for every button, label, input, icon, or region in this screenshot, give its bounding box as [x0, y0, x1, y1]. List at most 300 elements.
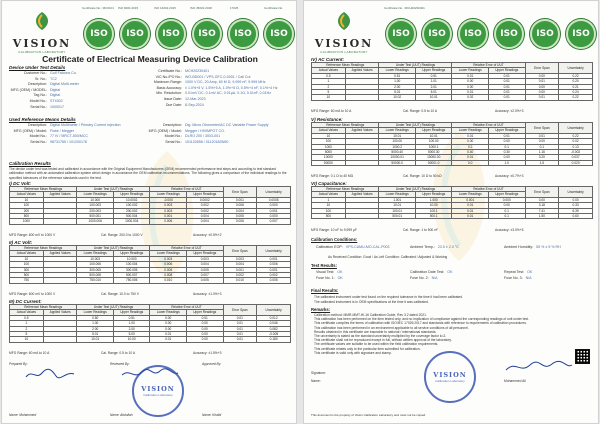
- table-cell: 0.01: [150, 337, 187, 342]
- vision-logo: [311, 11, 377, 53]
- test-result-item: [316, 276, 343, 282]
- table-cell: 10.01: [77, 337, 114, 342]
- table-cell: 500: [10, 273, 44, 278]
- table-cell: 0.002: [186, 208, 223, 213]
- table-cell: 10.000: [77, 197, 114, 202]
- table-cell: 5: [10, 332, 44, 337]
- table-cell: 0.01: [488, 90, 525, 95]
- range-text: Accuracy: ±1.0%+3: [193, 292, 222, 296]
- table-cell: 5.01: [415, 90, 452, 95]
- table-cell: 0.006: [150, 219, 187, 224]
- column-group-header: Reference Mean Readings: [312, 123, 379, 128]
- table-cell: 0.22: [559, 133, 593, 138]
- table-cell: 0.51: [113, 315, 150, 320]
- iso-seal-icon: ISO: [228, 19, 258, 49]
- test-result-item: [410, 276, 438, 282]
- condition-note: As Received Condition: Good / As Left Condition: Calibrated / Adjusted & Working: [328, 255, 448, 259]
- cert-caption: 17025: [230, 6, 239, 10]
- table-cell: 10: [10, 197, 44, 202]
- table-cell: 0.00: [525, 139, 559, 144]
- detail-key: Description:: [28, 82, 47, 87]
- ac-current-range-row: [311, 109, 585, 113]
- table-cell: 10.00: [415, 203, 452, 208]
- table-cell: 1000.1: [415, 144, 452, 149]
- column-header: Applied Values: [43, 192, 77, 197]
- table-cell: 100.1: [415, 208, 452, 213]
- detail-key: Basic Accuracy:: [156, 85, 182, 90]
- column-group-header: Reference Mean Readings: [10, 187, 77, 192]
- table-cell: 0.001: [452, 197, 489, 202]
- cert-caption: ISO 9001:2015: [118, 6, 139, 10]
- table-cell: 100: [10, 203, 44, 208]
- table-cell: 0.01: [452, 133, 489, 138]
- vision-leaf-logo-icon: [27, 11, 57, 31]
- column-header: Actual Values: [10, 251, 44, 256]
- detail-value: MCH20230401: [185, 69, 210, 73]
- range-text: MFG Range: 0.1 Ω to 40 MΩ: [311, 174, 354, 178]
- capacitance-heading: VI) Capacitance:: [311, 181, 347, 186]
- resistance-heading: V) Resistance:: [311, 117, 343, 122]
- test-result-key: Fuse No. 1:: [316, 276, 335, 280]
- range-text: Cal. Range: 0.5 to 10 A: [101, 351, 136, 355]
- table-cell: 1.0: [488, 160, 525, 165]
- footer-name-1: Name: Mohammed: [9, 413, 37, 417]
- table-cell: 0.13: [559, 144, 593, 149]
- cert-caption: Certificate No.: [264, 6, 284, 10]
- column-group-header: Under Test (UUT) Readings: [379, 123, 452, 128]
- final-results-heading: Final Results:: [311, 288, 339, 293]
- table-cell: 0.51: [415, 73, 452, 78]
- table-cell: 0.005: [150, 267, 187, 272]
- capacitance-table: [311, 186, 593, 219]
- table-cell: 500.007: [113, 273, 150, 278]
- dc-current-heading: III) DC Current:: [9, 299, 42, 304]
- table-cell: 10.01: [415, 133, 452, 138]
- signature-label: Signature:: [311, 371, 327, 375]
- column-group-header: Under Test (UUT) Readings: [379, 187, 452, 192]
- table-cell: 5.01: [77, 332, 114, 337]
- iso-seal-icon: ISO: [458, 19, 488, 49]
- column-group-header: Uncertainty: [559, 63, 593, 74]
- table-cell: 0.01: [452, 155, 489, 160]
- table-cell: 1.00: [77, 321, 114, 326]
- column-header: Upper Readings: [113, 310, 150, 315]
- table-cell: 5.00: [113, 332, 150, 337]
- column-group-header: Reference Mean Readings: [312, 63, 379, 68]
- condition-key: Calibration EOP:: [316, 245, 343, 249]
- column-group-header: Relative Error of UUT: [452, 187, 525, 192]
- table-cell: 750.010: [77, 278, 114, 283]
- cert-caption: Certificate No.: MC0101: [82, 6, 115, 10]
- table-cell: 500: [312, 214, 346, 219]
- table-cell: 0.00: [150, 321, 187, 326]
- table-cell: 10: [312, 95, 346, 100]
- table-cell: 0.22: [559, 73, 593, 78]
- table-cell: 100.01: [379, 208, 416, 213]
- column-header: Upper Readings: [415, 68, 452, 73]
- detail-key: MFG (OEM) / Model:: [13, 128, 47, 133]
- table-cell: 10.02: [379, 95, 416, 100]
- table-cell: 0.1: [488, 214, 525, 219]
- table-cell: 0.00: [525, 90, 559, 95]
- table-cell: 0.001: [223, 197, 257, 202]
- table-cell: 0.001: [223, 267, 257, 272]
- reviewed-by-label: Reviewed By:: [110, 362, 130, 366]
- column-group-header: Reference Mean Readings: [10, 246, 77, 251]
- iso-seal-icon: ISO: [386, 19, 416, 49]
- prepared-by-label: Prepared By:: [9, 362, 28, 366]
- table-cell: 1.50: [525, 214, 559, 219]
- detail-value: ST4302: [50, 99, 63, 103]
- signature-1: [24, 367, 76, 381]
- table-cell: 0.005: [257, 278, 291, 283]
- table-cell: 0.003: [223, 256, 257, 261]
- column-group-header: Relative Error of UUT: [150, 305, 223, 310]
- detail-value: Gulf Falcons Co.: [50, 71, 77, 75]
- table-cell: 0.020: [559, 160, 593, 165]
- column-header: Lower Readings: [150, 251, 187, 256]
- table-cell: 0.01: [223, 332, 257, 337]
- table-cell: 0.21: [559, 84, 593, 89]
- table-cell: 0.004: [223, 262, 257, 267]
- detail-key: Serial No.:: [30, 139, 47, 144]
- table-cell: 0.00: [525, 197, 559, 202]
- dc-volt-heading: I) DC Volt:: [9, 181, 32, 186]
- table-cell: 0.5: [312, 73, 346, 78]
- table-cell: 0.00: [525, 84, 559, 89]
- column-group-header: Reference Mean Readings: [312, 187, 379, 192]
- table-cell: 2: [10, 326, 44, 331]
- table-cell: [43, 278, 77, 283]
- detail-value: 8-Sep-2024: [185, 102, 204, 107]
- remark-item: The uncertainty is stated as the standard uncertainty multiplied by the coverage factor k=2.: [314, 334, 447, 338]
- table-cell: 0.001: [257, 208, 291, 213]
- table-cell: 0.046: [257, 321, 291, 326]
- table-cell: 500: [10, 214, 44, 219]
- table-cell: 0.01: [488, 95, 525, 100]
- table-cell: 0.005: [186, 267, 223, 272]
- table-cell: 0.082: [257, 326, 291, 331]
- iso-seal-icon: ISO: [422, 19, 452, 49]
- dc-current-range-row: [9, 351, 283, 355]
- table-cell: 1: [312, 79, 346, 84]
- table-cell: 10000.00: [415, 155, 452, 160]
- table-cell: 300.005: [77, 267, 114, 272]
- table-cell: 500.1: [415, 214, 452, 219]
- column-header: Lower Readings: [77, 310, 114, 315]
- detail-key: Customer No.:: [23, 71, 47, 75]
- column-group-header: Uncertainty: [559, 123, 593, 134]
- detail-key: Sr. No.:: [35, 76, 47, 81]
- approved-by-label: Approved By:: [202, 362, 222, 366]
- table-cell: 0.003: [150, 256, 187, 261]
- final-line-2: The calibrated instrument is in OEM specifications at the time it was calibrated.: [314, 300, 429, 304]
- table-cell: 0.01: [452, 90, 489, 95]
- detail-key: Model No.:: [29, 134, 47, 139]
- condition-item: [410, 245, 459, 251]
- table-cell: 0.01: [488, 73, 525, 78]
- table-cell: 0.02: [452, 95, 489, 100]
- detail-value: 1000017: [50, 104, 64, 109]
- table-cell: 0.0: [452, 160, 489, 165]
- standards-section-heading: Used Reference Means Details: [9, 117, 76, 122]
- table-cell: 0.006: [223, 203, 257, 208]
- column-header: Actual Values: [312, 192, 346, 197]
- detail-value: 1000 V DC, 20 Amp, 60 M Ω, 9,999 nF, 9.999 MHz: [185, 80, 266, 85]
- detail-value: Digital: [50, 87, 60, 92]
- table-cell: 10.00: [113, 337, 150, 342]
- detail-value: Fluke / Megger: [50, 128, 74, 133]
- table-cell: 5000.40: [379, 150, 416, 155]
- table-cell: 0.00: [452, 139, 489, 144]
- column-header: Applied Values: [345, 68, 379, 73]
- table-cell: 1000.004: [113, 219, 150, 224]
- column-group-header: Error Span: [525, 123, 559, 134]
- test-result-item: [316, 270, 342, 276]
- table-cell: 0.22: [559, 95, 593, 100]
- table-cell: 0.002: [223, 273, 257, 278]
- table-row: [312, 214, 593, 219]
- condition-key: Ambient Temp.:: [410, 245, 435, 249]
- table-cell: 0.00: [488, 203, 525, 208]
- detail-key: MFG (OEM) / Model:: [148, 128, 182, 133]
- table-cell: 1.01: [415, 79, 452, 84]
- table-cell: 200: [10, 208, 44, 213]
- footer-note: This document is the property of Vision Calibration Laboratory and must not be copied.: [311, 413, 427, 417]
- certification-badges: [380, 3, 598, 51]
- detail-key: Issue Date:: [163, 97, 182, 101]
- column-group-header: Under Test (UUT) Readings: [379, 63, 452, 68]
- table-cell: [43, 219, 77, 224]
- table-cell: 0.00: [559, 197, 593, 202]
- qr-code-icon: [575, 349, 590, 364]
- table-cell: 0.01: [452, 73, 489, 78]
- range-text: MFG Range: 60 mA to 10 A: [9, 351, 50, 355]
- table-cell: 500.008: [77, 273, 114, 278]
- detail-row: [9, 140, 87, 146]
- certification-badges: [78, 3, 296, 51]
- detail-value: Digital Multimeter / Primary Current Injection: [50, 123, 121, 127]
- column-group-header: Under Test (UUT) Readings: [77, 246, 150, 251]
- table-cell: 50000: [312, 160, 346, 165]
- detail-value: 98731765 / 101200176: [50, 139, 87, 144]
- table-cell: 5: [312, 90, 346, 95]
- conditions-heading: Calibration Conditions:: [311, 237, 358, 242]
- remark-item: This certificate is valid only with signature and stamp.: [314, 350, 392, 355]
- table-cell: 1.001: [379, 197, 416, 202]
- column-header: Lower Readings: [379, 68, 416, 73]
- signatory-name: Mohammed Ali: [504, 379, 526, 383]
- table-cell: 100.004: [113, 262, 150, 267]
- detail-value: Digital Multi-meter: [50, 82, 79, 87]
- table-cell: 0.004: [186, 262, 223, 267]
- column-header: Upper Readings: [415, 192, 452, 197]
- footer-name-2: Name: Abdullah: [110, 413, 133, 417]
- table-cell: 0.01: [488, 79, 525, 84]
- table-cell: 0.01: [525, 133, 559, 138]
- iso-seal-icon: ISO: [264, 19, 294, 49]
- condition-item: [316, 245, 390, 251]
- table-cell: 0.33: [559, 203, 593, 208]
- detail-value: 77 IV / MRCT-500/MCC: [50, 134, 88, 139]
- range-text: Accuracy: ±2.0%+3: [495, 109, 524, 113]
- table-cell: 0.002: [186, 203, 223, 208]
- table-cell: 0.30: [488, 150, 525, 155]
- range-text: Cal. Range: 200.0 to 1000 V: [101, 233, 143, 237]
- method-note: The device under test was tested and calibrated in accordance with the Original Equipment Manufacturers (OEM) recommended performance test steps and according to test standard calibration method with an automated calibration system which design in accordance the OEM calibration recommendations. The following gives a comparison of the individual readings to the specified tolerances of the reference standards used in the test.: [9, 167, 287, 180]
- table-cell: 0.006: [257, 262, 291, 267]
- table-cell: 1000: [10, 219, 44, 224]
- iso-seal-icon: ISO: [156, 19, 186, 49]
- detail-key: Serial No.:: [165, 139, 182, 144]
- remark-item: Results obtained in this certificate are traceable to national / international standards.: [314, 329, 437, 334]
- column-header: Upper Readings: [186, 192, 223, 197]
- column-header: Applied Values: [43, 251, 77, 256]
- column-header: Actual Values: [312, 68, 346, 73]
- table-cell: 100.00: [379, 139, 416, 144]
- lab-stamp: VISION Calibration Laboratory: [132, 365, 184, 417]
- ac-current-table: [311, 62, 593, 101]
- detail-key: Min. Resolution:: [156, 91, 182, 96]
- table-cell: 10.01: [415, 95, 452, 100]
- table-cell: 100.003: [77, 203, 114, 208]
- table-cell: 6.39: [559, 208, 593, 213]
- table-cell: 1000.2: [379, 144, 416, 149]
- test-results-heading: Test Results:: [311, 263, 337, 268]
- ac-volt-table: [9, 245, 291, 284]
- detail-key: Description:: [28, 123, 47, 127]
- test-result-key: Repeat Test:: [504, 270, 525, 274]
- detail-key: Serial No.:: [30, 104, 47, 109]
- brand-tagline: CALIBRATION LABORATORY: [320, 50, 368, 54]
- table-cell: 300: [10, 267, 44, 272]
- column-header: Upper Readings: [186, 310, 223, 315]
- range-text: Accuracy: ±0.7%+3: [495, 174, 524, 178]
- detail-value: Megger / HIVIMPOT CO.: [185, 128, 225, 133]
- table-cell: 0.01: [223, 326, 257, 331]
- column-group-header: Relative Error of UUT: [150, 246, 223, 251]
- test-result-key: Fuse No. 3:: [504, 276, 523, 280]
- column-header: Lower Readings: [379, 128, 416, 133]
- table-cell: 0.01: [452, 208, 489, 213]
- results-section-heading: Calibration Results: [9, 161, 51, 166]
- table-cell: 0.002: [257, 273, 291, 278]
- table-cell: [345, 160, 379, 165]
- detail-value: Digital: [50, 93, 60, 98]
- range-text: Cal. Range: 0.5 to 10 A: [403, 109, 438, 113]
- table-cell: 0.00: [488, 139, 525, 144]
- test-result-item: [504, 276, 532, 282]
- table-cell: 0.01: [452, 203, 489, 208]
- capacitance-range-row: [311, 228, 585, 232]
- table-cell: 0.00: [150, 315, 187, 320]
- detail-value: TC2: [50, 76, 57, 81]
- name-label: Name:: [311, 379, 321, 383]
- detail-row: [146, 140, 228, 146]
- remarks-heading: Remarks:: [311, 307, 331, 312]
- table-cell: 2.00: [77, 326, 114, 331]
- brand-tagline: CALIBRATION LABORATORY: [18, 50, 66, 54]
- detail-key: Certificate No.:: [158, 69, 182, 73]
- range-text: Cal. Range: 10.0 to 750 V: [101, 292, 139, 296]
- column-header: Actual Values: [10, 310, 44, 315]
- table-cell: 0.005: [186, 278, 223, 283]
- cert-caption: ISO 45001:2018: [190, 6, 212, 10]
- table-cell: 0.0002: [186, 197, 223, 202]
- table-cell: 100.002: [113, 203, 150, 208]
- column-group-header: Relative Error of UUT: [150, 187, 223, 192]
- table-cell: 750.005: [113, 278, 150, 283]
- table-cell: 0.51: [379, 73, 416, 78]
- test-result-value: OK: [447, 270, 453, 274]
- lab-stamp: VISION Calibration Laboratory: [424, 351, 476, 403]
- table-cell: 10: [312, 203, 346, 208]
- table-cell: 500.001: [77, 214, 114, 219]
- table-cell: 0.01: [525, 95, 559, 100]
- column-header: Upper Readings: [113, 251, 150, 256]
- table-cell: 0.001: [257, 256, 291, 261]
- table-cell: 0.1: [488, 208, 525, 213]
- table-cell: 0.180: [257, 337, 291, 342]
- table-cell: 0.40: [452, 150, 489, 155]
- table-cell: 0.00: [186, 326, 223, 331]
- remark-item: The certificate values are suitable to be used within the field calibration requirements.: [314, 342, 439, 347]
- detail-value: 101120558 / 011201825/60: [185, 139, 229, 144]
- table-cell: 0.000: [257, 203, 291, 208]
- detail-key: Maximum Range:: [153, 80, 182, 85]
- vision-leaf-logo-icon: [329, 11, 359, 31]
- table-cell: 0.012: [257, 315, 291, 320]
- table-cell: 500.01: [379, 214, 416, 219]
- column-group-header: Relative Error of UUT: [452, 63, 525, 68]
- table-cell: 0.01: [223, 315, 257, 320]
- test-result-value: N/A: [431, 276, 438, 280]
- table-row: [10, 219, 291, 224]
- iso-seal-icon: ISO: [192, 19, 222, 49]
- column-group-header: Uncertainty: [257, 187, 291, 198]
- table-cell: 1.00: [113, 321, 150, 326]
- remark-item: This certificate relates only to the particular item submitted for calibration.: [314, 346, 421, 351]
- table-cell: 0.005: [223, 214, 257, 219]
- column-header: Applied Values: [43, 310, 77, 315]
- table-cell: 0.00: [452, 84, 489, 89]
- column-header: Lower Readings: [77, 192, 114, 197]
- column-header: Applied Values: [345, 128, 379, 133]
- resistance-table: [311, 122, 593, 166]
- table-cell: 0.001: [150, 214, 187, 219]
- table-row: [10, 278, 291, 283]
- table-cell: 2.00: [379, 84, 416, 89]
- table-cell: 0.60: [559, 214, 593, 219]
- table-cell: 0.5: [10, 315, 44, 320]
- column-group-header: Under Test (UUT) Readings: [77, 305, 150, 310]
- test-result-value: OK: [337, 270, 343, 274]
- table-cell: 5000.30: [415, 150, 452, 155]
- column-header: Lower Readings: [452, 192, 489, 197]
- column-group-header: Uncertainty: [257, 305, 291, 316]
- table-row: [10, 337, 291, 342]
- table-cell: 0.007: [257, 219, 291, 224]
- test-result-key: Calibration Date Test:: [410, 270, 445, 274]
- detail-key: MFG (OEM) / MODEL:: [10, 87, 47, 92]
- detail-key: Description:: [163, 123, 182, 127]
- table-cell: 0.01: [488, 133, 525, 138]
- table-cell: 10.003: [77, 256, 114, 261]
- column-header: Lower Readings: [150, 310, 187, 315]
- iso-seal-icon: ISO: [566, 19, 596, 49]
- detail-value: WO-BD001 / VPS-GFC-0-0001 / Cali Cut: [185, 74, 251, 79]
- condition-item: [504, 245, 561, 251]
